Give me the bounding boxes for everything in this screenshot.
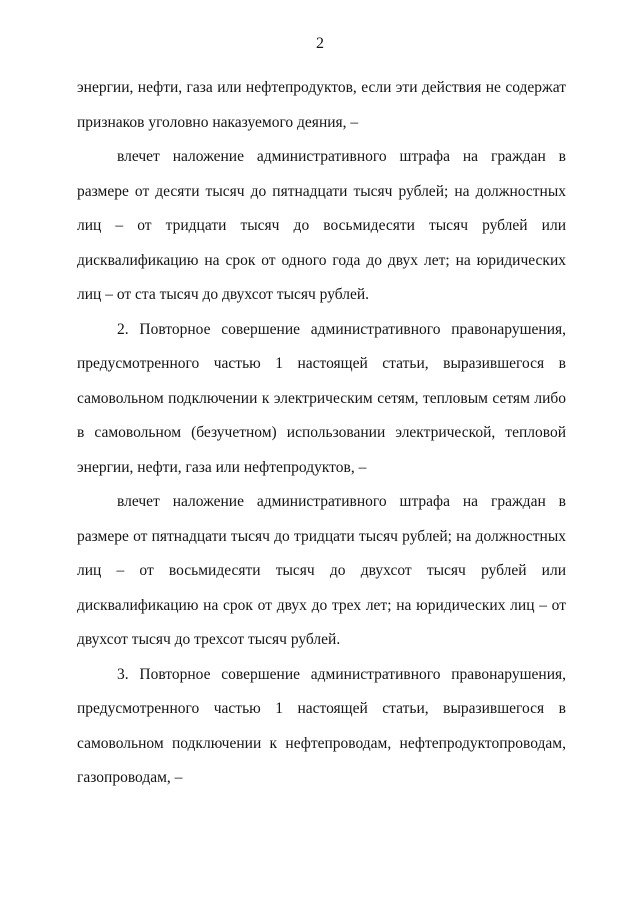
- paragraph-continuation: энергии, нефти, газа или нефтепродуктов, если эти действия не содержат признаков уголовно наказуемого деяния, –: [77, 79, 566, 131]
- paragraph-part-3: 3. Повторное совершение административного правонарушения, предусмотренного частью 1 настоящей статьи, выразившегося в самовольном подключении к нефтепроводам, нефтепродуктопроводам, газопроводам, –: [77, 665, 566, 786]
- paragraph-penalty-part-2: влечет наложение административного штрафа на граждан в размере от пятнадцати тысяч до тридцати тысяч рублей; на должностных лиц – от восьмидесяти тысяч до двухсот тысяч рублей или дисквалификацию на срок от двух до трех лет; на юридических лиц – от двухсот тысяч до трехсот тысяч рублей.: [77, 493, 566, 648]
- document-body: [77, 71, 566, 796]
- page-number: 2: [316, 35, 324, 52]
- paragraph-penalty-part-1: влечет наложение административного штрафа на граждан в размере от десяти тысяч до пятнадцати тысяч рублей; на должностных лиц – от тридцати тысяч до восьмидесяти тысяч рублей или дисквалификацию на срок от одного года до двух лет; на юридических лиц – от ста тысяч до двухсот тысяч рублей.: [77, 148, 566, 303]
- paragraph-part-2: 2. Повторное совершение административного правонарушения, предусмотренного частью 1 настоящей статьи, выразившегося в самовольном подключении к электрическим сетям, тепловым сетям либо в самовольном (безучетном) использовании электрической, тепловой энергии, нефти, газа или нефтепродуктов, –: [77, 320, 566, 476]
